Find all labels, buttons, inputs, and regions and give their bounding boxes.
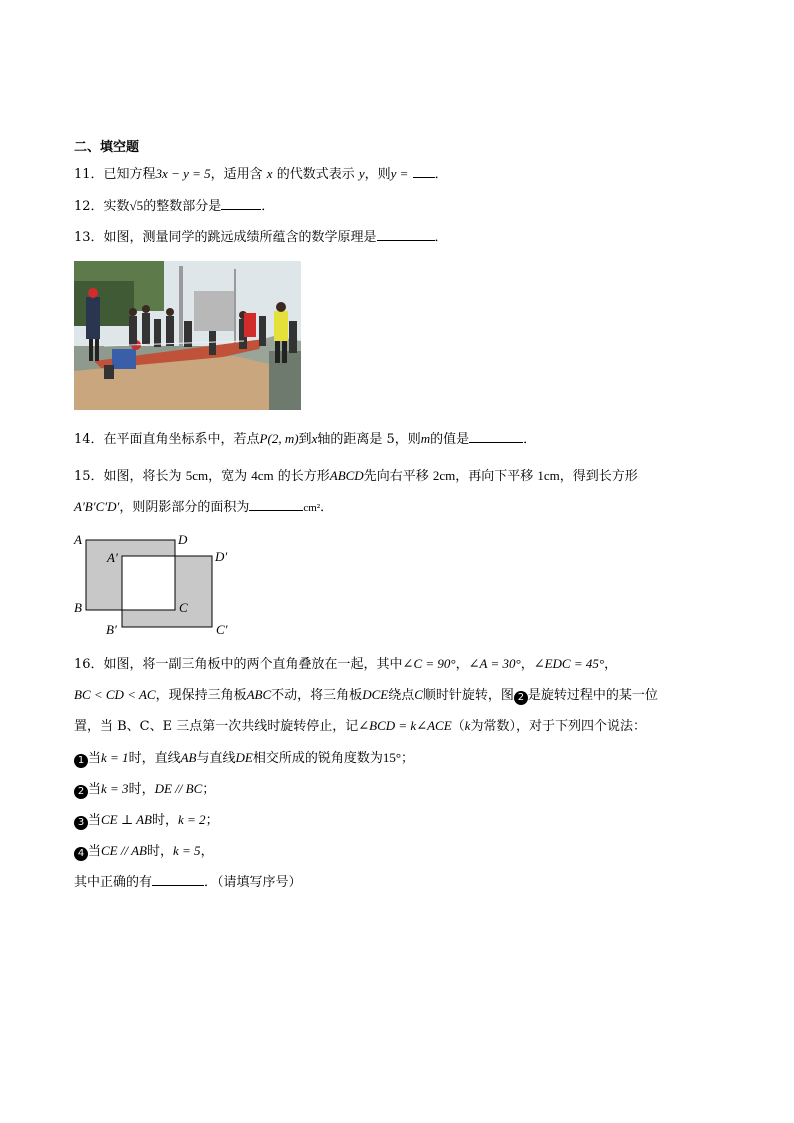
translated-rectangles-figure bbox=[70, 532, 240, 640]
question-14: 14．在平面直角坐标系中，若点P(2, m)到x轴的距离是 5，则m的值是 ． bbox=[74, 431, 537, 447]
label-c: C bbox=[179, 600, 188, 615]
label-b: B bbox=[74, 600, 82, 615]
question-16-line-1: 16．如图，将一副三角板中的两个直角叠放在一起，其中∠C = 90°，∠A = 30°，∠EDC = 45°， bbox=[74, 656, 618, 672]
question-15-line-1: 15．如图，将长为 5cm，宽为 4cm 的长方形ABCD先向右平移 2cm，再向下平移 1cm，得到长方形 bbox=[74, 468, 638, 484]
question-16-line-3: 置，当 B、C、E 三点第一次共线时旋转停止，记∠BCD = k∠ACE（k为常数），对于下列四个说法： bbox=[74, 718, 646, 734]
answer-blank bbox=[249, 498, 303, 511]
question-12: 12．实数√5的整数部分是 ． bbox=[74, 198, 275, 214]
question-16-answer-line: 其中正确的有 ．（请填写序号） bbox=[74, 875, 302, 890]
label-d: D bbox=[178, 532, 188, 547]
label-d-prime: D′ bbox=[215, 549, 228, 564]
question-13: 13．如图，测量同学的跳远成绩所蕴含的数学原理是 ． bbox=[74, 230, 448, 245]
question-11: 11．已知方程3x − y = 5，适用含 x 的代数式表示 y，则y = ． bbox=[74, 166, 448, 182]
answer-blank bbox=[152, 873, 204, 886]
statement-1: 1 当k = 1时，直线AB与直线DE相交所成的锐角度数为15°； bbox=[74, 749, 414, 768]
question-15-line-2: A′B′C′D′，则阴影部分的面积为 cm²． bbox=[74, 499, 334, 515]
statement-3: 3 当CE ⊥ AB时，k = 2； bbox=[74, 811, 219, 830]
question-16-line-2: BC < CD < AC，现保持三角板ABC不动，将三角板DCE绕点C顺时针旋转，图 2 是旋转过程中的某一位 bbox=[74, 687, 658, 703]
answer-blank bbox=[413, 165, 435, 178]
overlap-region bbox=[122, 556, 175, 610]
label-a: A bbox=[74, 532, 82, 547]
statement-4: 4 当CE // AB时，k = 5， bbox=[74, 842, 214, 861]
statement-2: 2 当k = 3时，DE // BC； bbox=[74, 780, 215, 799]
answer-blank bbox=[469, 430, 523, 443]
long-jump-photo bbox=[74, 261, 301, 410]
section-title: 二、填空题 bbox=[74, 140, 140, 155]
label-a-prime: A′ bbox=[107, 550, 118, 565]
answer-blank bbox=[221, 197, 261, 210]
answer-blank bbox=[377, 228, 435, 241]
label-c-prime: C′ bbox=[216, 622, 228, 637]
label-b-prime: B′ bbox=[106, 622, 117, 637]
